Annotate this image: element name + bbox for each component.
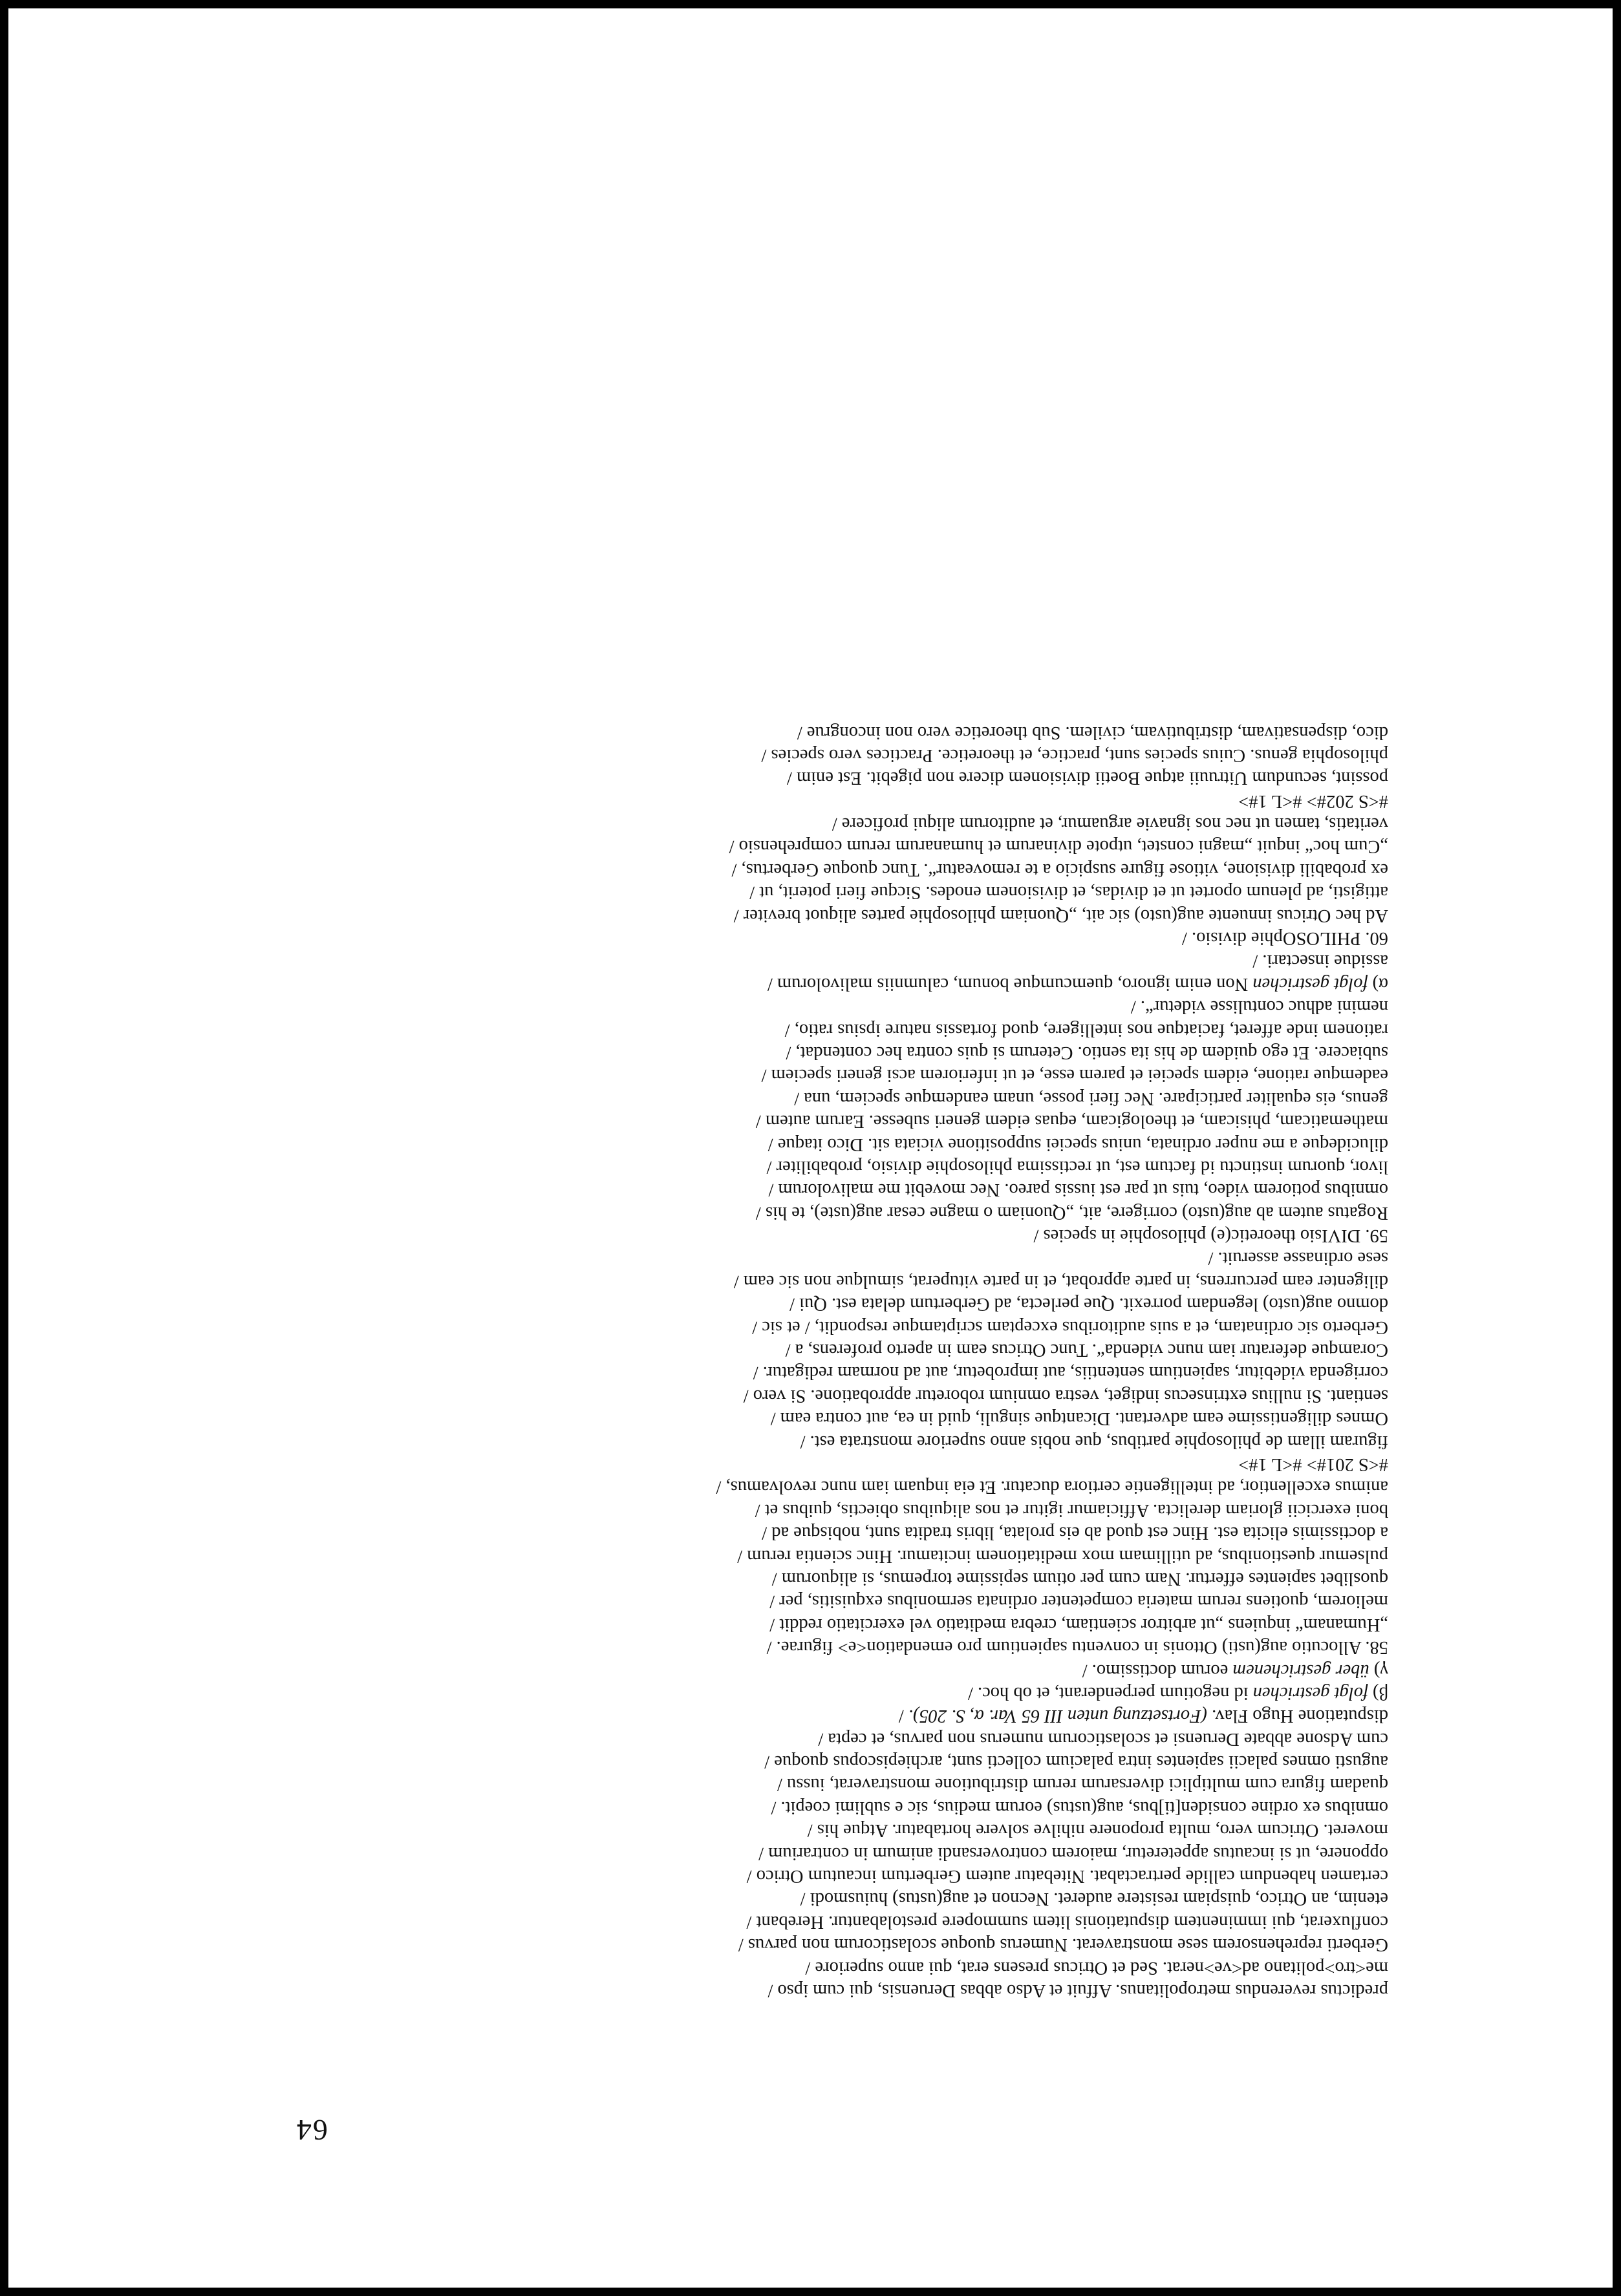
body-text [231,721,1388,2002]
line-prefix: disputatione Hugo Flav. [1207,1706,1388,1727]
text-line: genus, eis equaliter participare. Nec fieri posse, unam eandemque speciem, una / [794,1088,1388,1109]
text-line: quoslibet sapientes effertur. Nam cum per otium sepissime torpemus, si aliquorum / [771,1568,1388,1589]
text-line: diligenter eam percurrens, in parte approbat, et in parte vituperat, simulque non sic eam / [733,1271,1388,1292]
line-editorial-note: (Fortsetzung unten III 65 Var. α, S. 205). [908,1706,1208,1727]
text-line: possint, secundum Uitruuii atque Boetii divisionem dicere non pigebit. Est enim / [786,768,1388,789]
line-editorial-note: folgt gestrichen [1252,973,1368,994]
text-line: „Humanam“ inquiens „ut arbitror scientiam, crebra meditatio vel exercitatio reddit / [769,1614,1388,1635]
text-line: pulsemur questionibus, ad utillimam mox meditationem incitamur. Hinc scientia rerum / [737,1546,1388,1566]
text-line: subiacere. Et ego quidem de his ita sentio. Ceterum si quis contra hec contendat, / [786,1042,1388,1063]
text-line: domno aug(usto) legendam porrexit. Que perlecta, ad Gerbertum delata est. Qui / [789,1294,1388,1315]
page-number: 64 [295,2114,328,2147]
text-line: certamen habendum callide pertractabat. Nitebatur autem Gerbertum incautum Otrico / [746,1866,1388,1887]
text-line: #<S 202#> #<L 1#> [1238,791,1388,811]
text-line: veritatis, tamen ut nec nos ignavie arguamur, et auditorum aliqui proficere / [832,814,1388,834]
text-line: dilucideque a me nuper ordinata, unius speciei suppositione viciata sit. Dico itaque / [768,1134,1388,1154]
line-prefix: α) [1368,973,1388,994]
text-line: „Cum hoc“ inquit „magni constet, utpote divinarum et humanarum rerum comprehensio / [729,836,1388,857]
text-line: augusti omnes palacii sapientes intra palacium collecti sunt, archiepiscopus quoque / [764,1752,1388,1772]
text-line: Gerberto sic ordinatam, et a suis auditoribus exceptam scriptamque respondit, / et sic / [752,1317,1388,1337]
text-line: Gerberti reprehensorem sese monstraverat. Numerus quoque scolasticorum non parvus / [738,1935,1388,1955]
text-line: 59. DIVIsio theoretic(e) philosophie in species / [1033,1226,1388,1246]
text-line: #<S 201#> #<L 1#> [1238,1454,1388,1475]
line-prefix: β) [1368,1683,1388,1703]
text-line: ex probabili divisione, vitiose figure suspicio a te removeatur“. Tunc quoque Gerbertus, / [731,859,1388,880]
text-line: boni exercicii gloriam derelicta. Afficiamur igitur et nos aliquibus obiectis, quibus et / [755,1500,1388,1520]
text-line: eademque ratione, eidem speciei et parem esse, et ut inferiorem acsi generi speciem / [761,1065,1388,1086]
text-line: nemini adhuc contulisse videtur“. / [1130,997,1388,1017]
text-line: 58. Allocutio aug(usti) Ottonis in conventu sapientium pro emendation<e> figurae. / [766,1637,1388,1658]
text-line: rationem inde afferet, faciatque nos intelligere, quod fortassis nature ipsius ratio, / [784,1019,1388,1040]
line-suffix: eorum doctissimo. / [1082,1660,1233,1681]
text-line: Coramque deferatur iam nunc videnda“. Tunc Otricus eam in aperto proferens, a / [785,1340,1388,1361]
text-line: attigisti, ad plenum oportet ut et dividas, et divisionem enodes. Sicque fieri poterit, ut / [749,882,1388,903]
text-line: moveret. Otricum vero, multa proponere nihilve solvere hortabatur. Atque his / [807,1820,1388,1841]
text-line: Ad hec Otricus innuente aug(usto) sic ait, „Quoniam philosophie partes aliquot breviter / [733,905,1388,926]
text-line: me<tro>politano ad<ve>nerat. Sed et Otricus presens erat, qui anno superiore / [805,1957,1388,1978]
text-line: figuram illam de philosophie partibus, que nobis anno superiore monstrata est. / [800,1431,1388,1452]
text-line: sentiant. Si nullius extrinsecus indiget, vestra omnium roboretur approbatione. Si vero / [743,1385,1388,1406]
text-line: animus excellentior, ad intelligentie certiora ducatur. Et eia inquam iam nunc revolvamus, / [716,1477,1388,1498]
text-line: Omnes diligentissime eam advertant. Dicantque singuli, quid in ea, aut contra eam / [770,1408,1388,1429]
text-line: dico, dispensativam, distributivam, civilem. Sub theoretice vero non incongrue / [797,722,1388,743]
text-line: mathematicam, phisicam, et theologicam, equas eidem generi subesse. Earum autem / [755,1111,1388,1132]
line-suffix: Non enim ignoro, quemcumque bonum, calumniis malivolorum / [767,973,1253,994]
line-suffix: id negotium perpenderant, et ob hoc. / [967,1683,1253,1703]
text-line: omnibus ex ordine considen[ti]bus, aug(ustus) eorum medius, sic e sublimi coepit. / [771,1797,1388,1818]
text-line [231,1705,1388,1727]
text-line: opponere, ut si incautus appeteretur, maiorem controversandi animum in contrarium / [758,1843,1388,1864]
line-editorial-note: über gestrichenem [1232,1660,1369,1681]
text-line: cum Adsone abbate Deruensi et scolasticorum numerus non parvus, et cepta / [818,1728,1388,1749]
text-line: philosophia genus. Cuius species sunt, practice, et theoretice. Practices vero species / [761,745,1388,765]
text-line: livor, quorum instinctu id factum est, ut rectissima philosophie divisio, probabiliter / [766,1156,1388,1177]
text-line [231,1682,1388,1705]
text-line: Rogatus autem ab aug(usto) corrigere, ait, „Quoniam o magne cesar aug(uste), te his / [755,1202,1388,1223]
text-line: predictus reverendus metropolitanus. Affuit et Adso abbas Deruensis, qui cum ipso / [768,1981,1388,2001]
text-line: sese ordinasse asseruit. / [1208,1248,1388,1269]
text-line [231,972,1388,995]
text-line: meliorem, quotiens rerum materia competenter ordinata sermonibus exquisitis, per / [769,1591,1388,1612]
text-line: a doctissimis elicita est. Hinc est quod ab eis prolata, libris tradita sunt, nobisque ad / [762,1523,1388,1544]
text-line: corrigenda videbitur, sapientium sententiis, aut improbetur, aut ad normam redigatur. / [753,1363,1388,1383]
text-line: confluxerat, qui imminentem disputationis litem summopere prestolabantur. Herebant / [746,1911,1388,1932]
text-line [231,1659,1388,1681]
line-editorial-note: folgt gestrichen [1252,1683,1368,1703]
line-suffix: / [898,1706,908,1727]
text-line: assidue insectari. / [1252,951,1388,972]
text-line: etenim, an Otrico, quispiam resistere auderet. Necnon et aug(ustus) huiusmodi / [800,1889,1388,1909]
text-line: 60. PHILOSOphie divisio. / [1181,928,1388,949]
line-prefix: γ) [1369,1660,1388,1681]
text-line: omnibus potiorem video, tuis ut par est iussis pareo. Nec movebit me malivolorum / [768,1180,1388,1200]
text-line: quadam figura cum multiplici diversarum rerum distributione monstraverat, iussu / [777,1774,1388,1795]
